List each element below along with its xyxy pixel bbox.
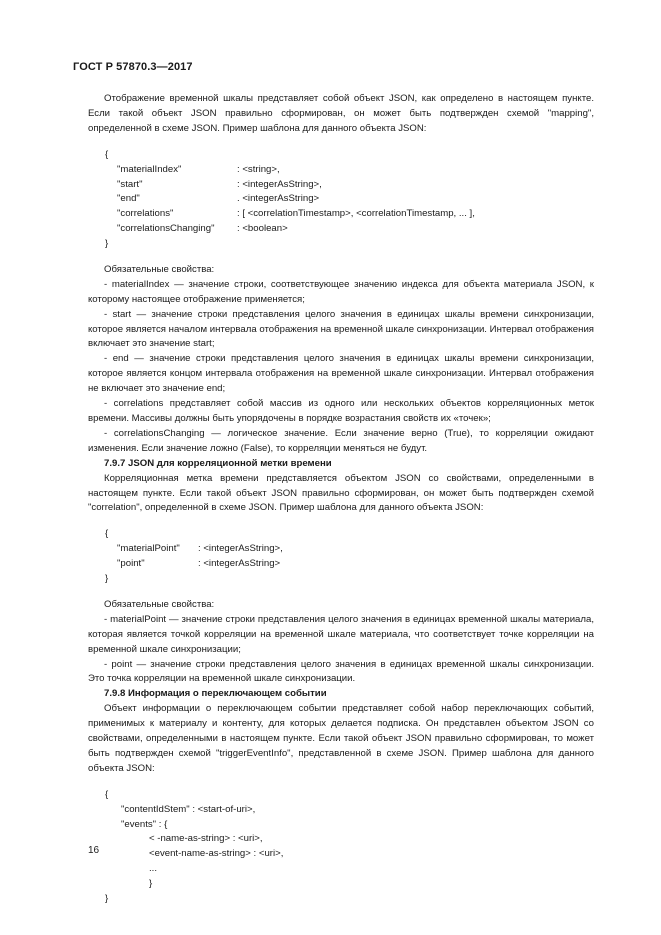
code-key: "end" bbox=[117, 193, 140, 205]
property-item: - end — значение строки представления целого значения в единицах шкалы времени синхронизации, которое является концом интервала отображения на временной шкале синхронизации. Интервал отображения не включает это значение end; bbox=[88, 353, 594, 395]
code-key: "correlationsChanging" bbox=[117, 223, 215, 235]
json-template-mapping bbox=[88, 148, 594, 252]
code-key: "materialIndex" bbox=[117, 163, 182, 175]
code-row-start bbox=[105, 178, 594, 193]
code-row-materialpoint bbox=[105, 542, 594, 557]
code-value: : <integerAsString> bbox=[198, 558, 281, 570]
property-item: - materialIndex — значение строки, соответствующее значению индекса для объекта материала JSON, к которому настоящее отображение применяется; bbox=[88, 278, 594, 305]
code-line: "contentIdStem" : <start-of-uri>, bbox=[121, 803, 256, 815]
property-item: - correlations представляет собой массив из одного или нескольких объектов корреляционных меток времени. Массивы должны быть упорядочены в порядке возрастания свойств их «точек»; bbox=[88, 398, 594, 425]
property-item: - start — значение строки представления целого значения в единицах шкалы времени синхронизации, которое является началом интервала отображения на временной шкале синхронизации. Интервал отображения включает это значение start; bbox=[88, 308, 594, 350]
code-value: . <integerAsString> bbox=[237, 193, 320, 205]
code-line: { bbox=[105, 528, 109, 540]
code-line: { bbox=[105, 148, 109, 160]
code-row-correlationschanging bbox=[105, 222, 594, 237]
code-row-materialindex bbox=[105, 163, 594, 178]
code-line: ... bbox=[149, 863, 157, 875]
code-line: < -name-as-string> : <uri>, bbox=[149, 833, 263, 845]
code-value: : [ <correlationTimestamp>, <correlationTimestamp, ... ], bbox=[237, 208, 475, 220]
section-heading-7-9-7: 7.9.7 JSON для корреляционной метки времени bbox=[104, 457, 332, 469]
json-template-trigger-event-info bbox=[88, 788, 594, 907]
property-item: - correlationsChanging — логическое значение. Если значение верно (True), то корреляции ожидают изменения. Если значение ложно (False), то корреляции меняться не будут. bbox=[88, 427, 594, 454]
code-line: } bbox=[105, 238, 109, 250]
section-paragraph: Объект информации о переключающем событии представляет собой набор переключающих событий, применимых к материалу и контенту, для которых делается подписка. Он представлен объектом JSON со свойствами, определенными в настоящем пункте. Если такой объект JSON правильно сформирован, то может быть подтвержден схемой "triggerEventInfo", представленной в схеме JSON. Пример шаблона для данного объекта JSON: bbox=[88, 703, 594, 774]
code-row-correlations bbox=[105, 207, 594, 222]
code-value: : <string>, bbox=[237, 163, 280, 175]
code-line: } bbox=[149, 878, 153, 890]
page-number: 16 bbox=[88, 845, 100, 856]
section-paragraph: Корреляционная метка времени представляется объектом JSON со свойствами, определенными в настоящем пункте. Если такой объект JSON правильно сформирован, он может быть подтвержден схемой "correlation", определенной в схеме JSON. Пример шаблона для данного объекта JSON: bbox=[88, 472, 594, 514]
code-line: "events" : { bbox=[121, 818, 168, 830]
code-row-point bbox=[105, 557, 594, 572]
intro-paragraph: Отображение временной шкалы представляет собой объект JSON, как определено в настоящем пункте. Если такой объект JSON правильно сформирован, он может быть подтвержден схемой "mapping", определенной в схеме JSON. Пример шаблона для данного объекта JSON: bbox=[88, 93, 594, 134]
code-line: } bbox=[105, 893, 109, 905]
page-body bbox=[88, 92, 594, 907]
code-line: } bbox=[105, 573, 109, 585]
json-template-correlation bbox=[88, 527, 594, 587]
code-key: "point" bbox=[117, 558, 145, 570]
code-row-end bbox=[105, 192, 594, 207]
properties-title: Обязательные свойства: bbox=[104, 598, 215, 610]
code-value: : <boolean> bbox=[237, 223, 288, 235]
section-heading-7-9-8: 7.9.8 Информация о переключающем событии bbox=[104, 688, 327, 700]
property-item: - materialPoint — значение строки представления целого значения в единицах временной шкалы материала, которая является точкой корреляции на временной шкале материала, что соответствует точке корреляции на временной шкале синхронизации; bbox=[88, 613, 594, 655]
properties-title: Обязательные свойства: bbox=[104, 263, 215, 275]
property-item: - point — значение строки представления целого значения в единицах временной шкалы синхронизации. Это точка корреляции на временной шкале синхронизации. bbox=[88, 658, 594, 685]
code-value: : <integerAsString>, bbox=[198, 543, 283, 555]
code-line: { bbox=[105, 788, 109, 800]
code-key: "start" bbox=[117, 178, 143, 190]
document-header: ГОСТ Р 57870.3—2017 bbox=[73, 61, 193, 73]
code-line: <event-name-as-string> : <uri>, bbox=[149, 848, 284, 860]
code-key: "correlations" bbox=[117, 208, 174, 220]
code-key: "materialPoint" bbox=[117, 543, 180, 555]
code-value: : <integerAsString>, bbox=[237, 178, 322, 190]
